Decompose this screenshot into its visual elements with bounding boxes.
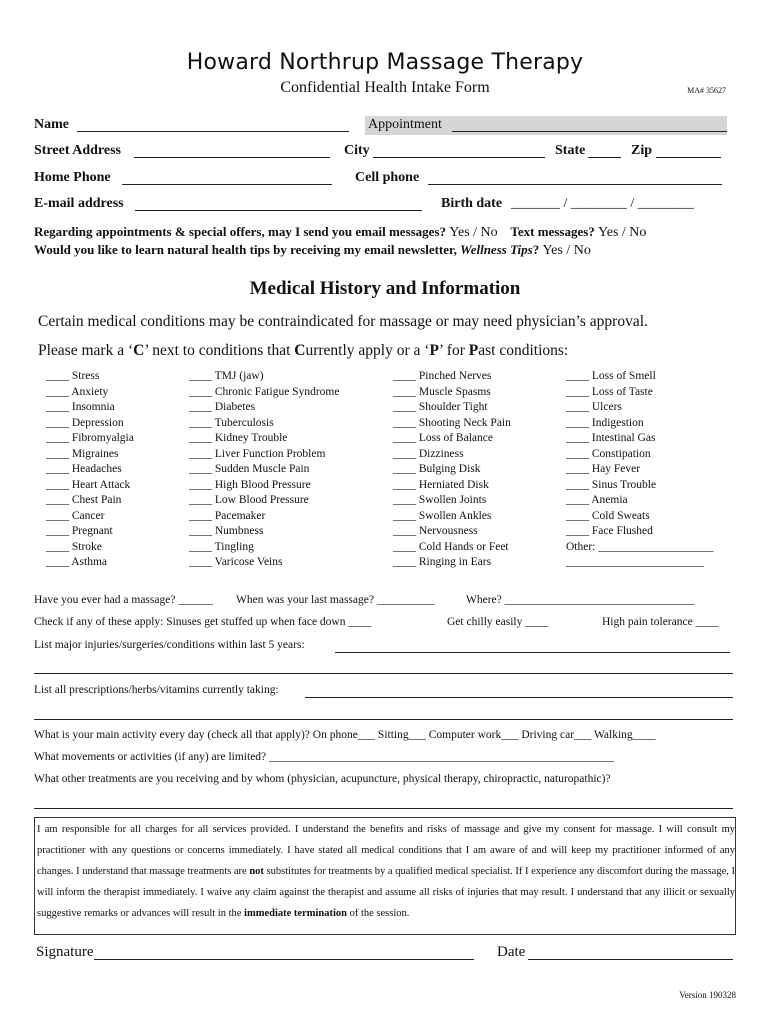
condition-item[interactable]: ____ Pinched Nerves (393, 370, 492, 382)
condition-item[interactable]: ____ Migraines (46, 447, 119, 460)
state-field[interactable] (588, 157, 621, 158)
conditions-column-2 (189, 369, 339, 571)
condition-item[interactable]: ____ Hay Fever (566, 463, 641, 475)
condition-item[interactable]: ____ Chronic Fatigue Syndrome (189, 385, 340, 398)
condition-item[interactable]: ____ Loss of Taste (566, 385, 653, 398)
condition-item[interactable]: ____ TMJ (jaw) (189, 370, 264, 382)
date-field[interactable] (528, 959, 733, 960)
condition-item[interactable]: ____ Intestinal Gas (566, 432, 656, 444)
newsletter-question (34, 242, 591, 259)
newsletter-qmark: ? (532, 242, 540, 257)
where-question[interactable]: Where? _________________________________ (466, 594, 695, 606)
text-consent-text: Text messages? (510, 224, 595, 239)
home-phone-label: Home Phone (34, 170, 111, 185)
conditions-column-1 (46, 369, 134, 571)
name-field[interactable] (77, 131, 349, 132)
ma-number: MA# 35627 (687, 86, 726, 95)
appointment-label: Appointment (368, 117, 442, 132)
home-phone-field[interactable] (122, 184, 332, 185)
treatments-question: What other treatments are you receiving and by whom (physician, acupuncture, physical therapy, chiropractic, naturopathic)? (34, 773, 611, 785)
version-label: Version 190328 (679, 990, 736, 1000)
injuries-field[interactable] (335, 652, 730, 653)
agreement-text: I am responsible for all charges for all services provided. I understand the benefits and risks of massage and give my consent for massage. I will consult my practitioner with any questions or concerns immediately. I have stated all medical conditions that I am aware of and will keep my practitioner informed of any changes. I understand that massage treatments are not substitutes for treatments by a qualified medical specialist. If I experience any discomfort during the massage, I will inform the therapist immediately. I waive any claim against the therapist and assume all risks of injuries that may result. I understand that any illicit or sexually suggestive remarks or advances will result in the immediate termination of the session. (37, 824, 735, 919)
condition-item[interactable]: ____ Headaches (46, 463, 122, 475)
condition-item[interactable]: ____ Cancer (46, 509, 105, 522)
condition-item[interactable]: ____ Face Flushed (566, 525, 653, 537)
condition-item[interactable]: ____ Diabetes (189, 401, 256, 413)
form-title: Howard Northrup Massage Therapy (186, 50, 584, 75)
treatments-field[interactable] (34, 808, 733, 809)
activity-question[interactable]: What is your main activity every day (check all that apply)? On phone___ Sitting___ Computer work___ Driving car___ Walking____ (34, 729, 656, 741)
condition-item[interactable]: ____ Cold Sweats (566, 509, 650, 522)
mark-instructions: Please mark a ‘C’ next to conditions that Currently apply or a ‘P’ for Past conditions: (38, 342, 569, 359)
condition-item[interactable]: ____ Loss of Balance (393, 432, 493, 444)
condition-item[interactable]: ____ Shooting Neck Pain (393, 416, 511, 429)
newsletter-name: Wellness Tips (460, 242, 533, 257)
medical-intro: Certain medical conditions may be contraindicated for massage or may need physician’s approval. (38, 313, 648, 330)
condition-item[interactable]: ________________________ (566, 556, 704, 568)
text-consent-answer[interactable]: Yes / No (598, 225, 647, 240)
condition-item[interactable]: ____ Low Blood Pressure (189, 494, 309, 506)
prescriptions-field[interactable] (305, 697, 733, 698)
condition-item[interactable]: ____ Stroke (46, 540, 102, 553)
condition-item[interactable]: ____ Sudden Muscle Pain (189, 463, 310, 475)
condition-item[interactable]: ____ Cold Hands or Feet (393, 540, 509, 553)
condition-item[interactable]: ____ Nervousness (393, 525, 478, 537)
massage-before-question[interactable]: Have you ever had a massage? ______ (34, 594, 213, 606)
condition-item[interactable]: ____ Liver Function Problem (189, 447, 326, 460)
condition-item[interactable]: ____ Varicose Veins (189, 556, 283, 568)
sinus-checkbox[interactable]: Check if any of these apply: Sinuses get stuffed up when face down ____ (34, 616, 372, 628)
condition-item[interactable]: ____ Ringing in Ears (393, 556, 492, 568)
cell-phone-field[interactable] (428, 184, 722, 185)
condition-item[interactable]: ____ Sinus Trouble (566, 478, 657, 491)
city-field[interactable] (373, 157, 545, 158)
prescriptions-label: List all prescriptions/herbs/vitamins currently taking: (34, 684, 279, 696)
zip-label: Zip (631, 143, 653, 158)
condition-item[interactable]: ____ Dizziness (393, 447, 464, 460)
condition-item[interactable]: ____ Heart Attack (46, 478, 131, 491)
street-label: Street Address (34, 143, 121, 158)
email-consent-question (34, 224, 646, 241)
signature-label: Signature (36, 944, 94, 960)
condition-item[interactable]: ____ Kidney Trouble (189, 432, 288, 444)
appointment-field[interactable] (452, 131, 727, 132)
city-label: City (344, 143, 370, 158)
condition-item[interactable]: ____ Shoulder Tight (393, 401, 488, 413)
condition-item[interactable]: ____ Anxiety (46, 385, 109, 398)
prescriptions-field-2[interactable] (34, 719, 733, 720)
condition-item[interactable]: ____ Fibromyalgia (46, 432, 134, 444)
form-subtitle: Confidential Health Intake Form (280, 79, 490, 96)
email-label: E-mail address (34, 196, 124, 211)
condition-item[interactable]: ____ Stress (46, 370, 100, 382)
condition-item[interactable]: ____ Swollen Ankles (393, 509, 492, 522)
birth-date-label: Birth date (441, 196, 503, 211)
condition-item[interactable]: ____ Tuberculosis (189, 416, 274, 429)
conditions-column-4 (566, 369, 713, 571)
name-label: Name (34, 117, 69, 132)
condition-item[interactable]: ____ Asthma (46, 556, 108, 568)
condition-item[interactable]: ____ Insomnia (46, 401, 115, 413)
limited-question[interactable]: What movements or activities (if any) are limited? ____________________________________________________________ (34, 751, 615, 763)
condition-item[interactable]: ____ Loss of Smell (566, 370, 656, 382)
condition-item[interactable]: ____ Depression (46, 416, 124, 429)
date-label: Date (497, 944, 526, 960)
injuries-label: List major injuries/surgeries/conditions within last 5 years: (34, 639, 305, 651)
injuries-field-2[interactable] (34, 673, 733, 674)
last-massage-question[interactable]: When was your last massage? __________ (236, 594, 435, 606)
condition-item[interactable]: ____ Pregnant (46, 525, 113, 537)
conditions-column-3 (393, 369, 511, 571)
state-label: State (555, 143, 586, 158)
street-field[interactable] (134, 157, 330, 158)
pain-tolerance-checkbox[interactable]: High pain tolerance ____ (602, 616, 719, 628)
email-field[interactable] (135, 210, 422, 211)
condition-item[interactable]: ____ Bulging Disk (393, 463, 481, 475)
zip-field[interactable] (656, 157, 721, 158)
condition-item[interactable]: ____ Ulcers (566, 401, 622, 413)
birth-date-field[interactable]: _______ / ________ / ________ (511, 196, 694, 211)
condition-item[interactable]: ____ Chest Pain (46, 494, 122, 506)
newsletter-answer[interactable]: Yes / No (542, 243, 591, 258)
condition-item[interactable]: ____ Numbness (189, 525, 264, 537)
condition-item[interactable]: Other: ____________________ (566, 540, 714, 553)
condition-item[interactable]: ____ Anemia (566, 494, 628, 506)
condition-item[interactable]: ____ Pacemaker (189, 509, 266, 522)
signature-field[interactable] (94, 959, 474, 960)
condition-item[interactable]: ____ Muscle Spasms (393, 385, 491, 398)
cell-phone-label: Cell phone (355, 170, 420, 185)
condition-item[interactable]: ____ Swollen Joints (393, 494, 487, 506)
email-consent-answer[interactable]: Yes / No (449, 225, 498, 240)
section-title: Medical History and Information (249, 278, 521, 299)
condition-item[interactable]: ____ Herniated Disk (393, 478, 489, 491)
newsletter-text: Would you like to learn natural health tips by receiving my email newsletter, (34, 242, 457, 257)
condition-item[interactable]: ____ Indigestion (566, 416, 644, 429)
condition-item[interactable]: ____ Tingling (189, 540, 254, 553)
chilly-checkbox[interactable]: Get chilly easily ____ (447, 616, 549, 628)
email-consent-text: Regarding appointments & special offers, may I send you email messages? (34, 224, 447, 239)
condition-item[interactable]: ____ Constipation (566, 447, 651, 460)
condition-item[interactable]: ____ High Blood Pressure (189, 478, 311, 491)
